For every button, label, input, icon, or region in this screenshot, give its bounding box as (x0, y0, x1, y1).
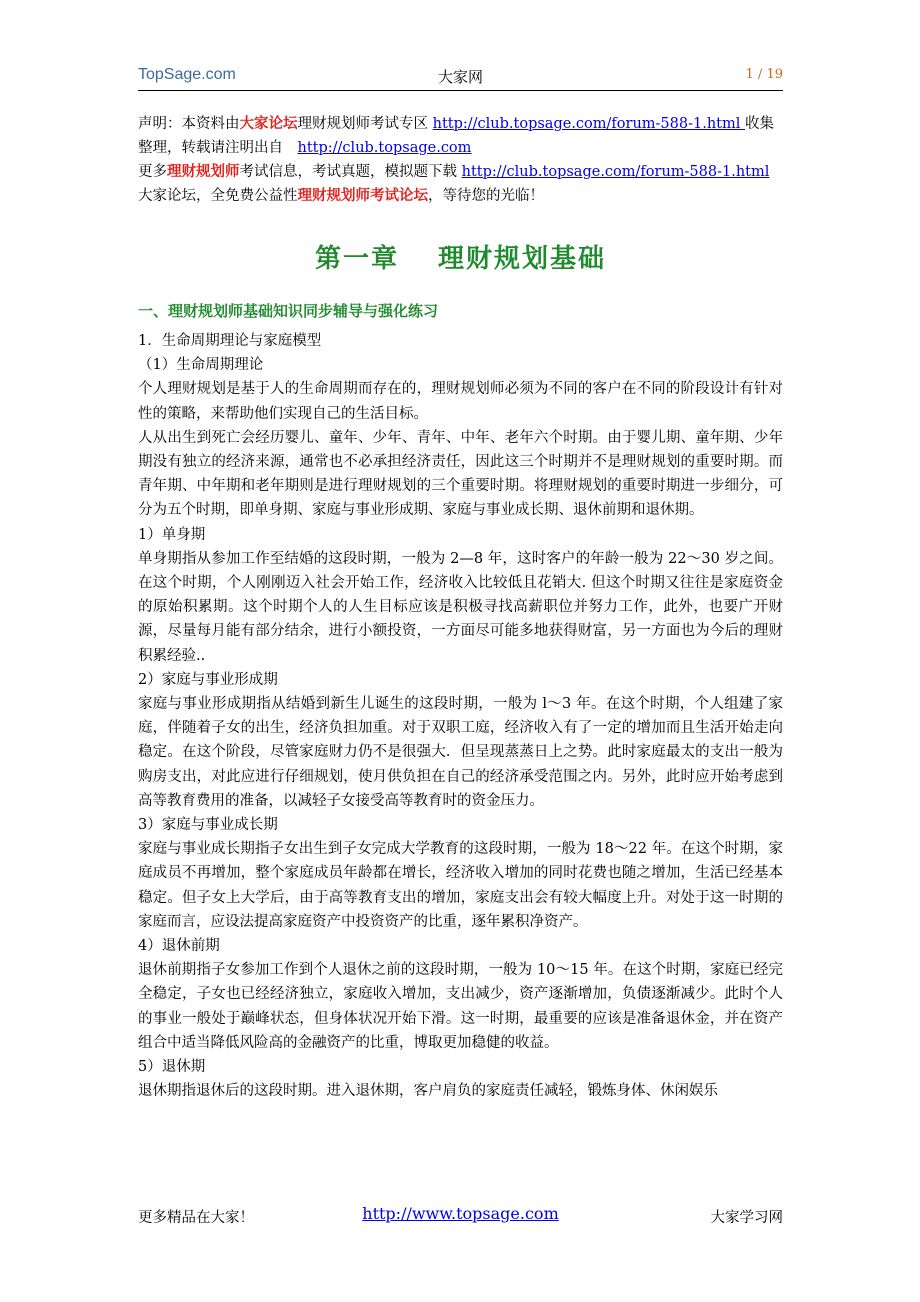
paragraph: 5）退休期 (138, 1059, 206, 1076)
paragraph: 退休前期指子女参加工作到个人退休之前的这段时期，一般为 10～15 年。在这个时期，家庭已经完全稳定，子女也已经经济独立，家庭收入增加，支出减少，资产逐渐增加，负债逐渐减少。此时个人的事业一般处于巅峰状态，但身体状况开始下滑。这一时期，最重要的应该是准备退休金，并在资产组合中适当降低风险高的金融资产的比重，博取更加稳健的收益。 (138, 962, 783, 1051)
forum-name: 大家论坛 (239, 115, 298, 132)
paragraph: 单身期指从参加工作至结婚的这段时期，一般为 2—8 年，这时客户的年龄一般为 22～30 岁之间。在这个时期，个人刚刚迈入社会开始工作，经济收入比较低且花销大. 但这个时期又往往是家庭资金的原始积累期。这个时期个人的人生目标应该是积极寻找高薪职位并努力工作，此外，也要广开财源，尽量每月能有部分结余，进行小额投资，一方面尽可能多地获得财富，另一方面也为今后的理财积累经验.. (138, 550, 783, 664)
notice-line-2: 更多理财规划师考试信息，考试真题，模拟题下载 http://club.topsage.com/forum-588-1.html (138, 163, 770, 180)
paragraph: 人从出生到死亡会经历婴儿、童年、少年、青年、中年、老年六个时期。由于婴儿期、童年期、少年期没有独立的经济来源，通常也不必承担经济责任，因此这三个时期并不是理财规划的重要时期。而青年期、中年期和老年期则是进行理财规划的三个重要时期。将理财规划的重要时期进一步细分，可分为五个时期，即单身期、家庭与事业形成期、家庭与事业成长期、退休前期和退休期。 (138, 429, 783, 519)
forum-tag: 理财规划师考试论坛 (297, 187, 428, 204)
paragraph: 1．生命周期理论与家庭模型 (138, 333, 322, 349)
paragraph: 2）家庭与事业形成期 (138, 671, 278, 688)
notice-line-1: 声明：本资料由大家论坛理财规划师考试专区 http://club.topsage.com/forum-588-1.html 收集整理，转载请注明出自 http://club.topsage.com (138, 115, 774, 156)
paragraph: 个人理财规划是基于人的生命周期而存在的，理财规划师必须为不同的客户在不同的阶段设计有针对性的策略，来帮助他们实现自己的生活目标。 (138, 381, 783, 422)
header-title: 大家网 (437, 68, 483, 86)
paragraph: 1）单身期 (138, 526, 206, 543)
page-number: 1 / 19 (745, 67, 783, 82)
document-body (138, 329, 783, 1104)
footer-right: 大家学习网 (710, 1210, 783, 1226)
paragraph: 退休期指退休后的这段时期。进入退休期，客户肩负的家庭责任减轻，锻炼身体、休闲娱乐 (138, 1083, 718, 1100)
exam-name: 理财规划师 (167, 163, 240, 180)
paragraph: 家庭与事业形成期指从结婚到新生儿诞生的这段时期，一般为 l～3 年。在这个时期，个人组建了家庭，伴随着子女的出生，经济负担加重。对于双职工庭，经济收入有了一定的增加而且生活开始走向稳定。在这个阶段，尽管家庭财力仍不是很强大．但呈现蒸蒸日上之势。此时家庭最太的支出一般为购房支出，对此应进行仔细规划，使月供负担在自己的经济承受范围之内。另外，此时应开始考虑到高等教育费用的准备，以减轻子女接受高等教育时的资金压力。 (138, 696, 783, 809)
download-link[interactable]: http://club.topsage.com/forum-588-1.html (461, 164, 770, 180)
chapter-title: 第一章 理财规划基础 (314, 244, 607, 274)
page-footer (138, 1204, 783, 1228)
footer-left: 更多精品在大家！ (138, 1210, 254, 1226)
section-title: 一、理财规划师基础知识同步辅导与强化练习 (138, 302, 439, 320)
paragraph: 3）家庭与事业成长期 (138, 817, 278, 834)
notice-block (138, 112, 783, 208)
forum-link[interactable]: http://club.topsage.com/forum-588-1.html (432, 116, 745, 132)
notice-line-3: 大家论坛，全免费公益性理财规划师考试论坛，等待您的光临！ (138, 187, 544, 204)
paragraph: 家庭与事业成长期指子女出生到子女完成大学教育的这段时期，一般为 18～22 年。在这个时期，家庭成员不再增加，整个家庭成员年龄都在增长，经济收入增加的同时花费也随之增加，生活已经基本稳定。但子女上大学后，由于高等教育支出的增加，家庭支出会有较大幅度上升。对处于这一时期的家庭而言，应设法提高家庭资产中投资资产的比重，逐年累积净资产。 (138, 841, 783, 930)
footer-link[interactable]: http://www.topsage.com (362, 1204, 559, 1223)
page-header (138, 64, 783, 91)
header-brand[interactable]: TopSage.com (138, 66, 236, 83)
paragraph: 4）退休前期 (138, 938, 220, 955)
club-link[interactable]: http://club.topsage.com (297, 140, 472, 156)
paragraph: （1）生命周期理论 (138, 357, 264, 374)
